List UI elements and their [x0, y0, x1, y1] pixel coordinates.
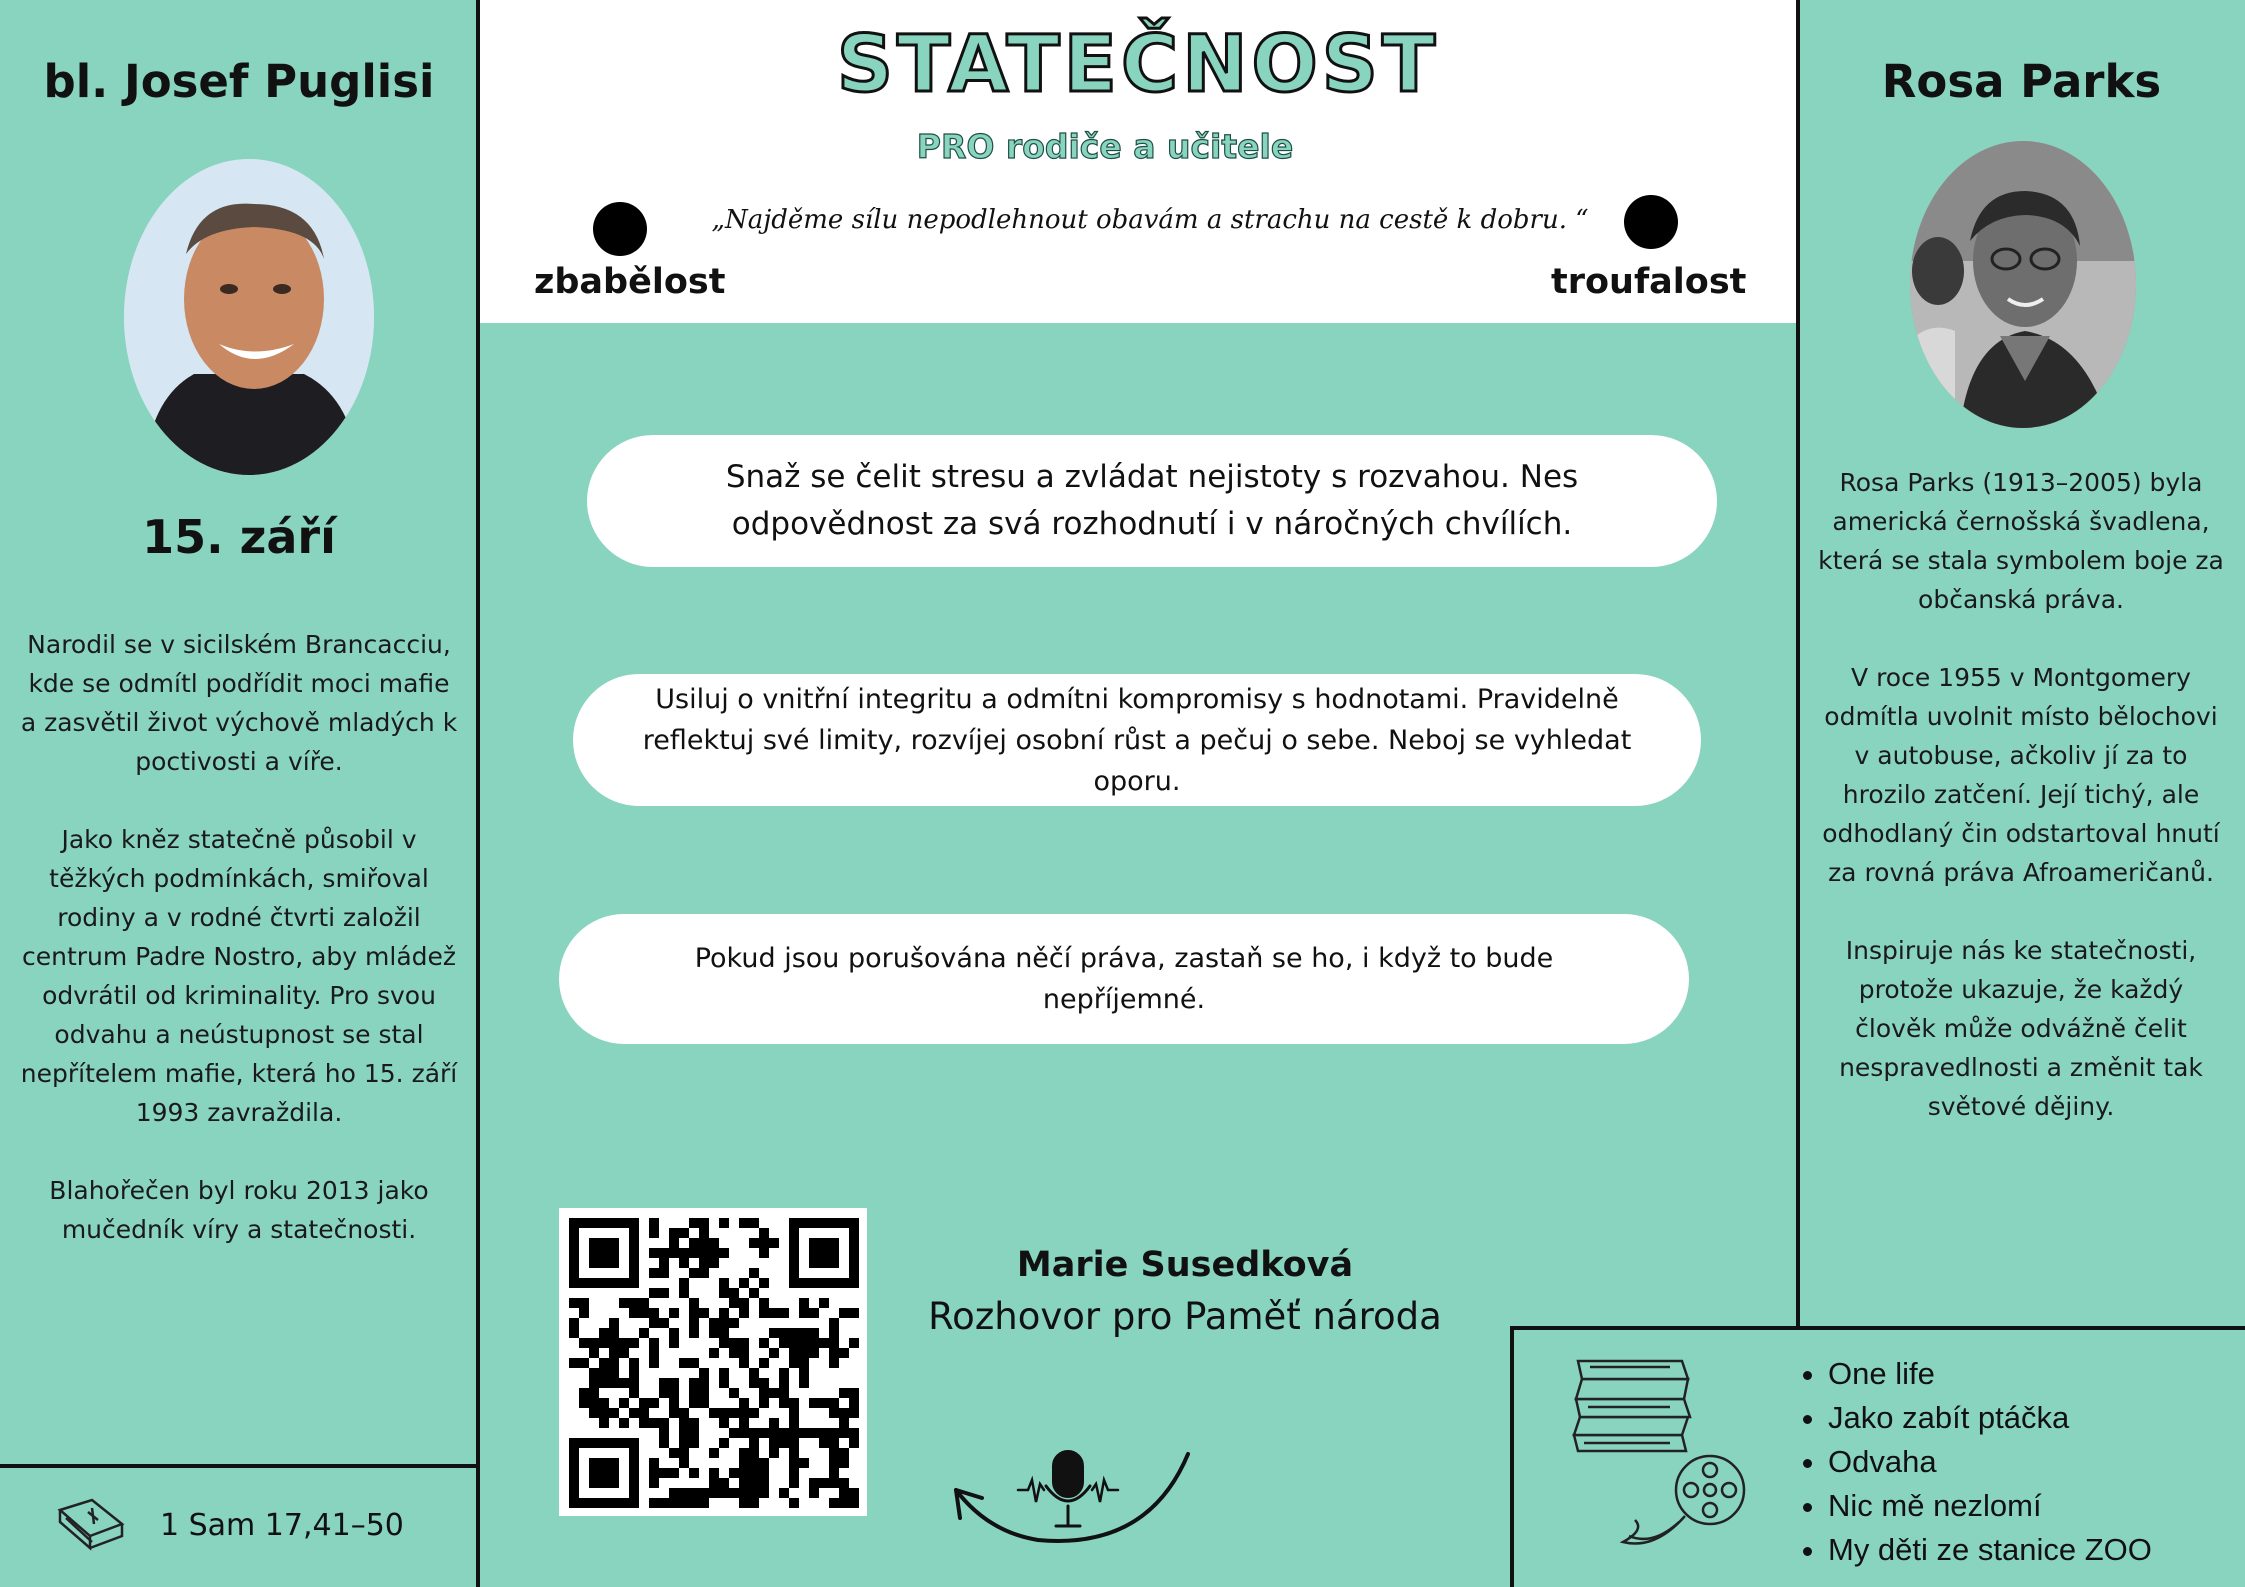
tip-card [587, 435, 1717, 567]
left-bio-paragraph: Blahořečen byl roku 2013 jako mučedník víry a statečnosti. [49, 1176, 429, 1244]
film-reel-icon [1615, 1450, 1755, 1559]
left-bio-paragraph: Jako kněz statečně působil v těžkých podmínkách, smiřoval rodiny a v rodné čtvrti založil centrum Padre Nostro, aby mládež odvrátil od kriminality. Pro svou odvahu a neústupnost se stal nepřítelem mafie, která ho 15. září 1993 zavraždila. [20, 825, 458, 1127]
tip-text: Pokud jsou porušována něčí práva, zastaň se ho, i když to bude nepříjemné. [694, 943, 1554, 1015]
pole-left-label: zbabělost [534, 262, 726, 302]
right-divider [1796, 0, 1800, 1330]
tip-text: Usiluj o vnitřní integritu a odmítni kompromisy s hodnotami. Pravidelně reflektuj své limity, rozvíjej osobní růst a pečuj o sebe. Neboj se vyhledat oporu. [642, 683, 1632, 797]
recommendation-item: • One life [1828, 1352, 2152, 1396]
tip-text: Snaž se čelit stresu a zvládat nejistoty s rozvahou. Nes odpovědnost za svá rozhodnutí i v náročných chvílích. [725, 459, 1579, 542]
pole-right-dot [1624, 195, 1678, 249]
tip-card [559, 914, 1689, 1044]
right-bio-paragraph: Inspiruje nás ke statečnosti, protože ukazuje, že každý člověk může odvážně čelit nespravedlnosti a změnit tak světové dějiny. [1839, 936, 2203, 1121]
header-quote: „Najděme sílu nepodlehnout obavám a strachu na cestě k dobru. “ [711, 205, 1589, 235]
left-bio [20, 625, 458, 1288]
recommendation-item: • My děti ze stanice ZOO [1828, 1528, 2152, 1572]
pole-right-label: troufalost [1551, 262, 1747, 302]
page-subtitle: PRO rodiče a učitele [916, 127, 1294, 166]
right-person-name: Rosa Parks [1881, 55, 2162, 108]
tip-card [573, 674, 1701, 806]
rosa-parks-portrait [1910, 141, 2136, 428]
microphone-icon [948, 1440, 1196, 1554]
feast-date: 15. září [142, 510, 336, 564]
right-bio-paragraph: Rosa Parks (1913–2005) byla americká černošská švadlena, která se stala symbolem boje za občanská práva. [1818, 468, 2224, 614]
page-title: STATEČNOST [836, 20, 1440, 110]
bible-verse: 1 Sam 17,41–50 [160, 1508, 404, 1543]
pole-left-dot [593, 202, 647, 256]
recommendation-item: • Jako zabít ptáčka [1828, 1396, 2152, 1440]
recommendation-list [1800, 1352, 2152, 1572]
puglisi-portrait [124, 159, 374, 475]
interview-person: Marie Susedková [1016, 1245, 1354, 1285]
books-icon [1570, 1355, 1705, 1459]
right-bio-paragraph: V roce 1955 v Montgomery odmítla uvolnit místo bělochovi v autobuse, ačkoliv jí za to hrozilo zatčení. Její tichý, ale odhodlaný čin odstartoval hnutí za rovná práva Afroameričanů. [1822, 663, 2220, 887]
interview-subtitle: Rozhovor pro Paměť národa [928, 1295, 1442, 1338]
qr-code[interactable] [559, 1208, 867, 1516]
right-bottom-box-edge [1510, 1326, 1514, 1587]
right-bio [1818, 463, 2224, 1165]
bible-icon [52, 1496, 128, 1564]
left-bio-paragraph: Narodil se v sicilském Brancacciu, kde se odmítl podřídit moci mafie a zasvětil život výchově mladých k poctivosti a víře. [20, 630, 458, 776]
recommendation-item: • Odvaha [1828, 1440, 2152, 1484]
left-bottom-divider [0, 1464, 478, 1468]
right-bottom-divider [1510, 1326, 2245, 1330]
left-person-name: bl. Josef Puglisi [43, 55, 435, 108]
recommendation-item: • Nic mě nezlomí [1828, 1484, 2152, 1528]
